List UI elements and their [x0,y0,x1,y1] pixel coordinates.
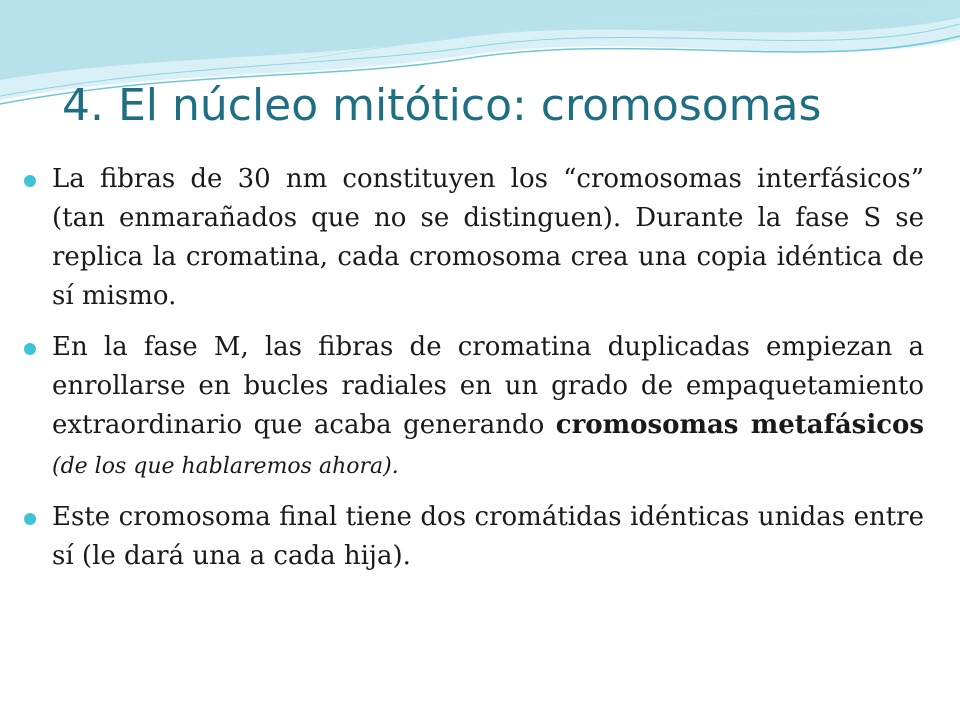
bullet-item-2 [24,328,924,486]
bullet-text: Este cromosoma final tiene dos cromátidas idénticas unidas entre sí (le dará una a cada hija). [52,502,924,571]
bullet-italic-note: (de los que hablaremos ahora). [52,454,399,479]
bullet-text: En la fase M, las fibras de cromatina duplicadas empiezan a enrollarse en bucles radiales en un grado de empaquetamiento extraordinario que acaba generando [52,332,924,440]
bullet-item-3 [24,498,924,576]
slide-title: 4. El núcleo mitótico: cromosomas [62,80,822,131]
bullet-dot-icon [24,175,36,187]
bullet-bold-term: cromosomas metafásicos [555,410,925,440]
bullet-dot-icon [24,343,36,355]
bullet-list [24,160,924,588]
bullet-item-1 [24,160,924,316]
bullet-text: La fibras de 30 nm constituyen los “cromosomas interfásicos” (tan enmarañados que no se distinguen). Durante la fase S se replica la cromatina, cada cromosoma crea una copia idéntica de sí mismo. [52,164,924,311]
bullet-dot-icon [24,513,36,525]
